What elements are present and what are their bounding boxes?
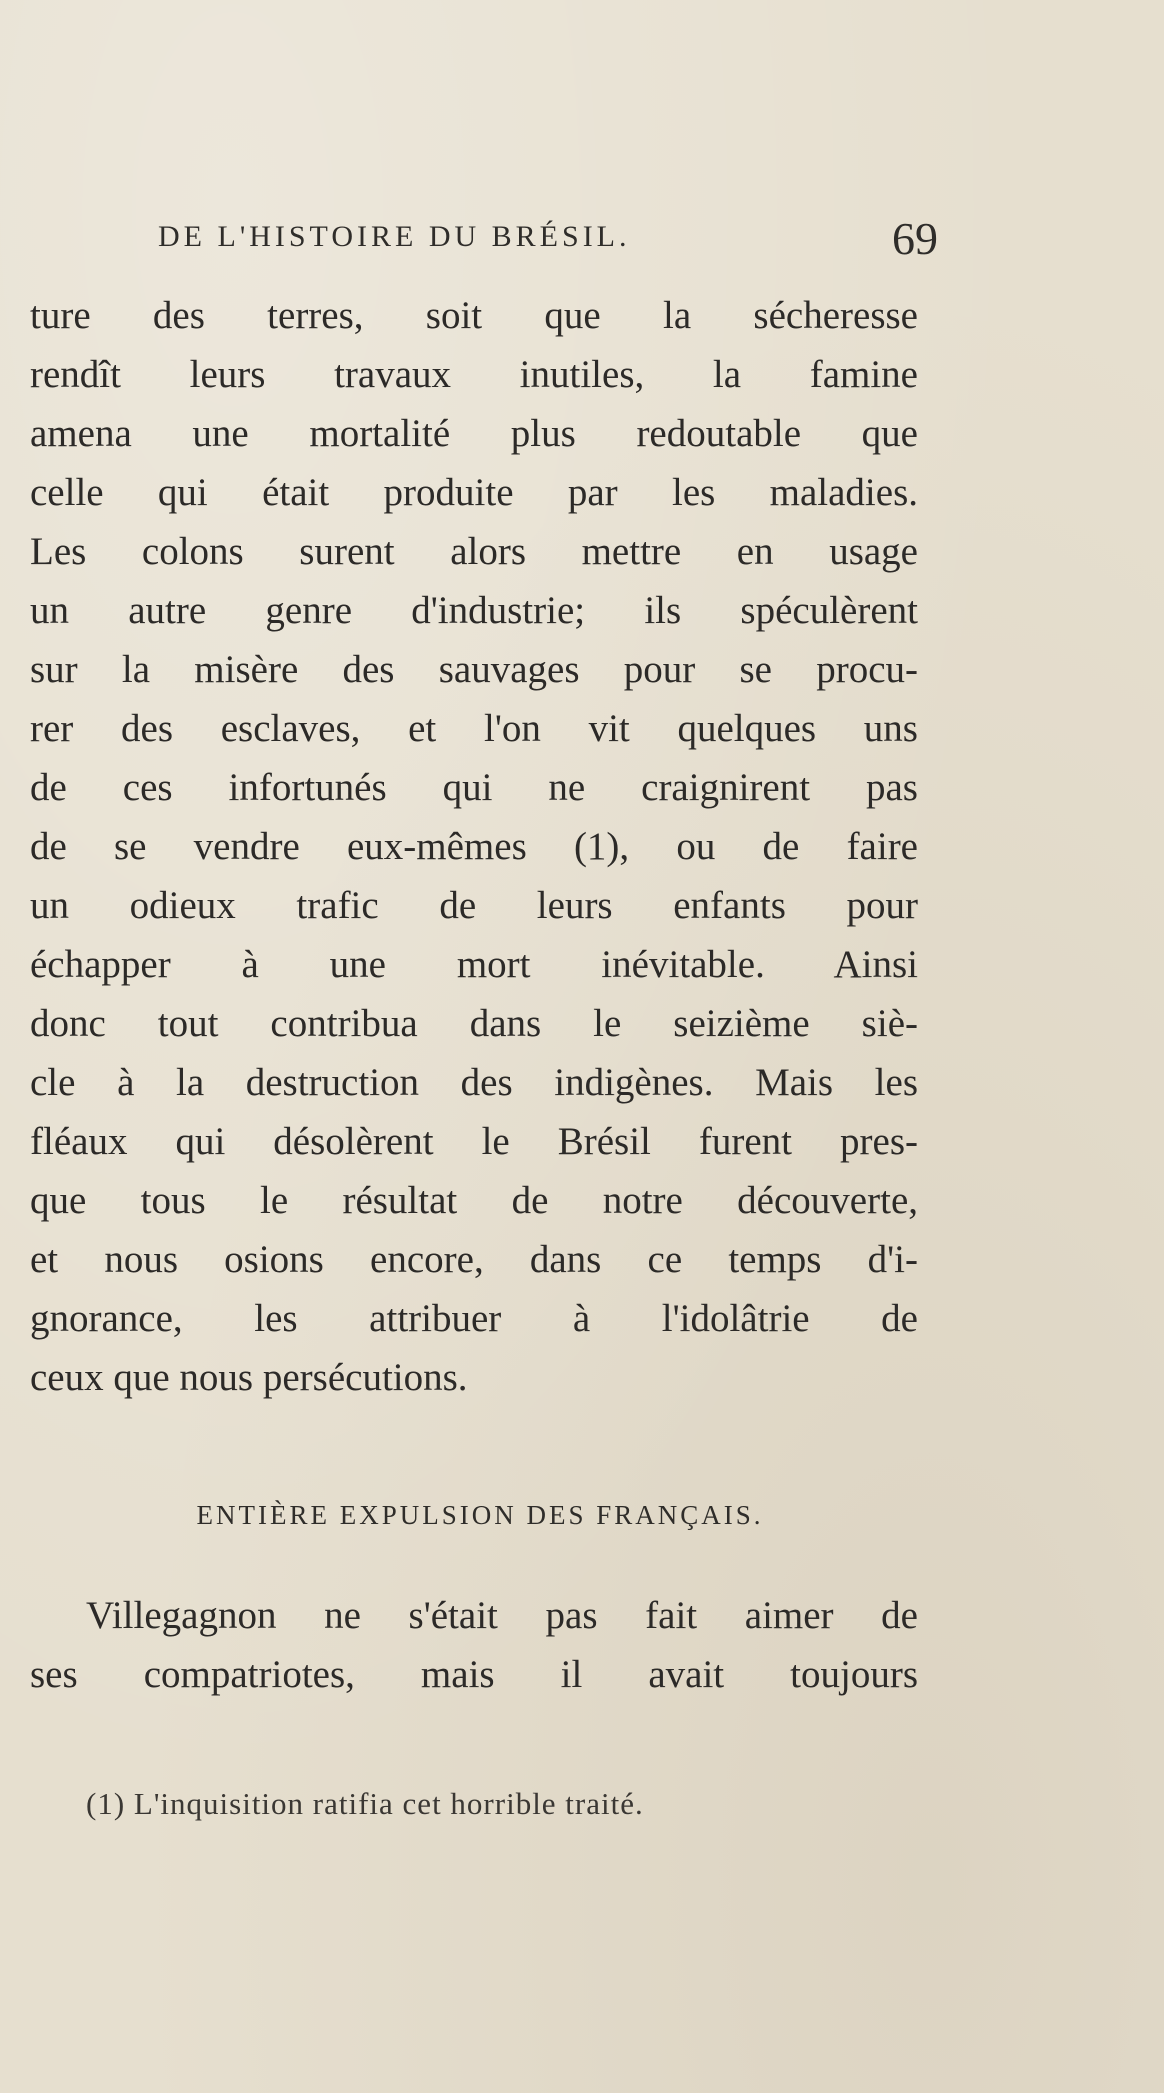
footnote: (1) L'inquisition ratifia cet horrible traité. [86, 1786, 644, 1821]
text-line: amena une mortalité plus redoutable que [30, 412, 918, 455]
text-line: Les colons surent alors mettre en usage [30, 530, 918, 573]
running-title: DE L'HISTOIRE DU BRÉSIL. [158, 220, 631, 253]
text-line: celle qui était produite par les maladies. [30, 471, 918, 514]
text-line: donc tout contribua dans le seizième siè- [30, 1002, 918, 1045]
running-head [158, 212, 938, 272]
text-line: un odieux trafic de leurs enfants pour [30, 884, 918, 927]
text-line: cle à la destruction des indigènes. Mais les [30, 1061, 918, 1104]
text-line: rer des esclaves, et l'on vit quelques uns [30, 707, 918, 750]
text-line: ture des terres, soit que la sécheresse [30, 294, 918, 337]
section-paragraph [30, 1586, 918, 1704]
text-line: échapper à une mort inévitable. Ainsi [30, 943, 918, 986]
text-line: un autre genre d'industrie; ils spéculèrent [30, 589, 918, 632]
page-number: 69 [892, 213, 938, 264]
text-line: de se vendre eux-mêmes (1), ou de faire [30, 825, 918, 868]
text-line: et nous osions encore, dans ce temps d'i- [30, 1238, 918, 1281]
text-line-last: ceux que nous persécutions. [30, 1356, 468, 1399]
text-line: gnorance, les attribuer à l'idolâtrie de [30, 1297, 918, 1340]
section-title: ENTIÈRE EXPULSION DES FRANÇAIS. [196, 1500, 764, 1530]
body-paragraph [30, 286, 918, 1407]
text-line: rendît leurs travaux inutiles, la famine [30, 353, 918, 396]
text-line: que tous le résultat de notre découverte, [30, 1179, 918, 1222]
text-line: ses compatriotes, mais il avait toujours [30, 1653, 918, 1696]
text-line: sur la misère des sauvages pour se procu- [30, 648, 918, 691]
text-line: de ces infortunés qui ne craignirent pas [30, 766, 918, 809]
text-line: fléaux qui désolèrent le Brésil furent pres- [30, 1120, 918, 1163]
text-line: Villegagnon ne s'était pas fait aimer de [86, 1594, 918, 1637]
